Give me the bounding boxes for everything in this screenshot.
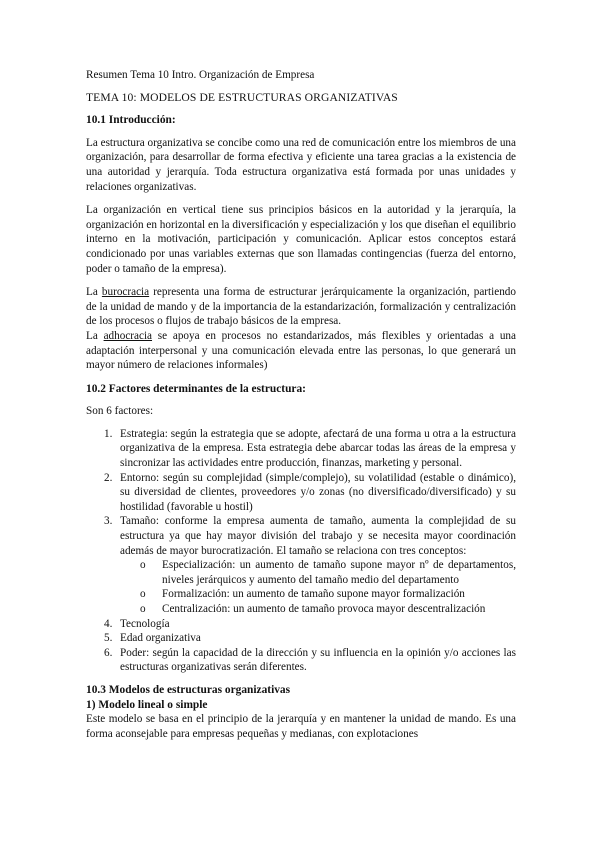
- text-fragment: La: [86, 286, 102, 299]
- document-page: [86, 68, 516, 741]
- list-item-text: Tamaño: conforme la empresa aumenta de tamaño, aumenta la complejidad de su estructura ya que hay mayor división del trabajo y se necesita mayor coordinación además de mayor burocratización. El tamaño se relaciona con tres conceptos:: [120, 515, 516, 557]
- bullet-marker: o: [140, 559, 146, 572]
- list-item-text: Poder: según la capacidad de la dirección y su influencia en la opinión y/o acciones las estructuras organizativas serán diferentes.: [120, 646, 516, 674]
- paragraph-intro-1: La estructura organizativa se concibe como una red de comunicación entre los miembros de una organización, para desarrollar de forma efectiva y eficiente una tarea gracias a la existencia de una autoridad y jerarquía. Toda estructura organizativa está formada por unas unidades y relaciones organizativas.: [86, 136, 516, 193]
- text-fragment: se apoya en procesos no estandarizados, más flexibles y orientadas a una adaptación interpersonal y una comunicación elevada entre las personas, lo que generará un mayor número de relaciones informales): [86, 329, 516, 372]
- bullet-marker: o: [140, 588, 146, 601]
- list-number: 5.: [104, 632, 113, 645]
- sub-list-item-text: Especialización: un aumento de tamaño supone mayor nº de departamentos, niveles jerárquicos y aumento del tamaño medio del departamento: [162, 559, 516, 586]
- bullet-marker: o: [140, 603, 146, 615]
- sub-list-item-text: Centralización: un aumento de tamaño provoca mayor descentralización: [162, 603, 486, 615]
- paragraph-modelo-lineal: Este modelo se basa en el principio de la jerarquía y en mantener la unidad de mando. Es una forma aconsejable para empresas pequeñas y medianas, con explotaciones: [86, 713, 516, 740]
- document-title: Resumen Tema 10 Intro. Organización de Empresa: [86, 69, 315, 81]
- subsection-heading-lineal: 1) Modelo lineal o simple: [86, 698, 208, 711]
- sub-list: [120, 558, 516, 616]
- list-number: 2.: [104, 471, 113, 484]
- section-heading-models: 10.3 Modelos de estructuras organizativas: [86, 683, 291, 696]
- list-number: 6.: [104, 646, 113, 659]
- text-fragment: La: [86, 329, 104, 342]
- list-item-text: Entorno: según su complejidad (simple/complejo), su volatilidad (estable o dinámico), su diversidad de clientes, proveedores y/o zonas (no diversificado/diversificado) y su hostilidad (favorable u hostil): [120, 471, 516, 513]
- sub-list-item: [120, 587, 516, 602]
- list-item: [86, 646, 516, 675]
- text-fragment: representa una forma de estructurar jerárquicamente la organización, partiendo de la unidad de mando y de la importancia de la estandarización, formalización y centralización de los procesos o flujos de trabajo básicos de la empresa.: [86, 286, 516, 328]
- paragraph-intro-2: La organización en vertical tiene sus principios básicos en la autoridad y la jerarquía, la organización en horizontal en la diversificación y especialización y los que diseñan el equilibrio interno en la motivación, participación y comunicación. Aplicar estos conceptos estará condicionado por unas variables externas que son llamadas contingencias (fuerza del entorno, poder o tamaño de la empresa).: [86, 204, 516, 275]
- list-item: [86, 471, 516, 515]
- list-number: 4.: [104, 617, 113, 630]
- list-item-text: Edad organizativa: [120, 632, 201, 645]
- list-item: [86, 617, 516, 632]
- list-item-text: Tecnología: [120, 617, 170, 630]
- paragraph-burocracia: [86, 285, 516, 329]
- list-item: [86, 427, 516, 471]
- factors-list: [86, 427, 516, 675]
- topic-title: TEMA 10: MODELOS DE ESTRUCTURAS ORGANIZATIVAS: [86, 90, 398, 104]
- section-heading-factors: 10.2 Factores determinantes de la estructura:: [86, 382, 306, 395]
- paragraph-adhocracia: [86, 329, 516, 373]
- term-adhocracia: adhocracia: [103, 329, 153, 342]
- list-item: [86, 631, 516, 646]
- factors-intro: Son 6 factores:: [86, 405, 154, 418]
- section-heading-intro: 10.1 Introducción:: [86, 114, 176, 127]
- list-item: [86, 514, 516, 616]
- sub-list-item: [120, 602, 516, 617]
- list-item-text: Estrategia: según la estrategia que se adopte, afectará de una forma u otra a la estructura organizativa de la empresa. Esta estrategia debe abarcar todas las áreas de la empresa y sincronizar las actividades entre producción, finanzas, marketing y personal.: [120, 427, 516, 470]
- sub-list-item: [120, 558, 516, 587]
- term-burocracia: burocracia: [101, 286, 150, 299]
- list-number: 1.: [104, 427, 113, 440]
- list-number: 3.: [104, 515, 113, 528]
- sub-list-item-text: Formalización: un aumento de tamaño supone mayor formalización: [162, 588, 465, 601]
